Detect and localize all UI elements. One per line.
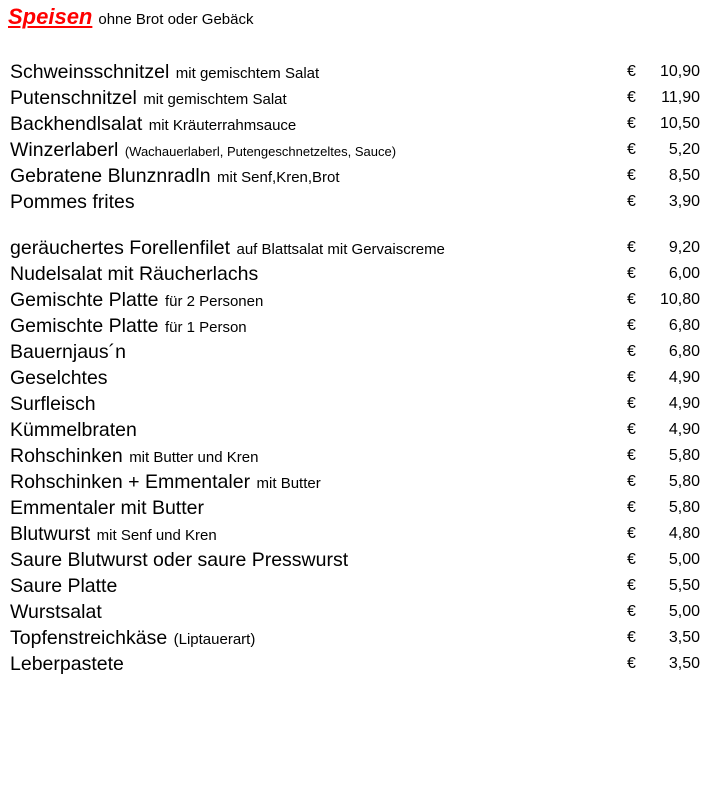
menu-item: [10, 287, 700, 313]
currency-symbol: €: [627, 629, 636, 646]
menu-item-price: 10,90: [659, 63, 700, 80]
menu-item-name: Leberpastete: [10, 653, 124, 675]
menu-item-price: 10,80: [659, 291, 700, 308]
menu-item-name: Rohschinken: [10, 445, 123, 467]
menu-item-name: Schweinsschnitzel: [10, 61, 170, 83]
menu-item: [10, 85, 700, 111]
menu-item-price: 3,50: [668, 655, 700, 672]
menu-item-name: Blutwurst: [10, 523, 91, 545]
currency-symbol: €: [627, 551, 636, 568]
menu-item-price: 5,00: [668, 603, 700, 620]
currency-symbol: €: [627, 577, 636, 594]
menu-item-price: 6,80: [668, 317, 700, 334]
menu-item-name: Surfleisch: [10, 393, 96, 415]
currency-symbol: €: [627, 291, 636, 308]
menu-item-name: Kümmelbraten: [10, 419, 137, 441]
menu-item-name: Bauernjaus´n: [10, 341, 126, 363]
menu-item-name: Topfenstreichkäse: [10, 627, 168, 649]
menu-item-description: (Wachauerlaberl, Putengeschnetzeltes, Sauce): [124, 144, 397, 159]
menu-item-description: für 2 Personen: [164, 293, 264, 310]
menu-item-price: 4,90: [668, 395, 700, 412]
menu-item-name: Saure Platte: [10, 575, 118, 597]
currency-symbol: €: [627, 141, 636, 158]
currency-symbol: €: [627, 167, 636, 184]
menu-title: Speisen: [8, 4, 93, 29]
menu-item: [10, 339, 700, 365]
menu-item-description: mit Senf und Kren: [96, 527, 217, 544]
menu-item-price: 10,50: [659, 115, 700, 132]
menu-item-price: 5,80: [668, 447, 700, 464]
currency-symbol: €: [627, 499, 636, 516]
menu-item-description: auf Blattsalat mit Gervaiscreme: [236, 241, 445, 258]
menu-item: [10, 111, 700, 137]
menu-item: [10, 59, 700, 85]
menu-item: [10, 625, 700, 651]
menu-item-name: geräuchertes Forellenfilet: [10, 237, 231, 259]
menu-item-list: [10, 59, 700, 677]
menu-item: [10, 313, 700, 339]
currency-symbol: €: [627, 655, 636, 672]
menu-item-description: für 1 Person: [164, 319, 247, 336]
menu-item-name: Pommes frites: [10, 191, 135, 213]
menu-item-price: 6,00: [668, 265, 700, 282]
menu-item-description: mit gemischtem Salat: [175, 65, 320, 82]
menu-item-price: 3,90: [668, 193, 700, 210]
currency-symbol: €: [627, 603, 636, 620]
menu-header: [8, 4, 253, 30]
menu-item-name: Putenschnitzel: [10, 87, 137, 109]
menu-item: [10, 599, 700, 625]
menu-item: [10, 573, 700, 599]
currency-symbol: €: [627, 115, 636, 132]
menu-item: [10, 417, 700, 443]
menu-item-name: Rohschinken + Emmentaler: [10, 471, 251, 493]
currency-symbol: €: [627, 343, 636, 360]
menu-item-price: 4,90: [668, 369, 700, 386]
currency-symbol: €: [627, 239, 636, 256]
menu-item: [10, 521, 700, 547]
menu-item-price: 5,80: [668, 473, 700, 490]
menu-item-description: mit Senf,Kren,Brot: [217, 169, 340, 186]
menu-item-price: 5,20: [668, 141, 700, 158]
currency-symbol: €: [627, 369, 636, 386]
menu-item: [10, 163, 700, 189]
currency-symbol: €: [627, 193, 636, 210]
currency-symbol: €: [627, 63, 636, 80]
menu-item-name: Backhendlsalat: [10, 113, 143, 135]
menu-item-price: 4,90: [668, 421, 700, 438]
menu-item: [10, 137, 700, 163]
menu-subtitle: ohne Brot oder Gebäck: [98, 11, 254, 28]
menu-item: [10, 189, 700, 215]
menu-item-description: mit Butter: [256, 475, 321, 492]
currency-symbol: €: [627, 395, 636, 412]
currency-symbol: €: [627, 265, 636, 282]
menu-item-name: Winzerlaberl: [10, 139, 119, 161]
menu-item-price: 8,50: [668, 167, 700, 184]
menu-item: [10, 365, 700, 391]
menu-item-name: Geselchtes: [10, 367, 108, 389]
currency-symbol: €: [627, 447, 636, 464]
menu-item-name: Emmentaler mit Butter: [10, 497, 204, 519]
currency-symbol: €: [627, 89, 636, 106]
menu-item: [10, 547, 700, 573]
menu-item-name: Gemischte Platte: [10, 289, 159, 311]
menu-item-name: Nudelsalat mit Räucherlachs: [10, 263, 259, 285]
currency-symbol: €: [627, 473, 636, 490]
menu-item-price: 5,80: [668, 499, 700, 516]
menu-item-price: 6,80: [668, 343, 700, 360]
menu-item-price: 9,20: [668, 239, 700, 256]
menu-item-price: 11,90: [661, 89, 700, 106]
menu-item-name: Saure Blutwurst oder saure Presswurst: [10, 549, 349, 571]
menu-item-description: (Liptauerart): [173, 631, 256, 648]
menu-item-description: mit Kräuterrahmsauce: [148, 117, 297, 134]
menu-item-name: Gebratene Blunznradln: [10, 165, 211, 187]
menu-item: [10, 391, 700, 417]
menu-item-description: mit Butter und Kren: [129, 449, 259, 466]
menu-item-name: Gemischte Platte: [10, 315, 159, 337]
menu-item-price: 5,00: [668, 551, 700, 568]
menu-item: [10, 651, 700, 677]
menu-item-description: mit gemischtem Salat: [143, 91, 287, 108]
menu-item: [10, 469, 700, 495]
menu-item-name: Wurstsalat: [10, 601, 102, 623]
menu-item: [10, 495, 700, 521]
menu-item: [10, 443, 700, 469]
menu-item: [10, 235, 700, 261]
menu-item-price: 3,50: [668, 629, 700, 646]
currency-symbol: €: [627, 421, 636, 438]
currency-symbol: €: [627, 317, 636, 334]
currency-symbol: €: [627, 525, 636, 542]
menu-item-price: 4,80: [668, 525, 700, 542]
menu-item: [10, 261, 700, 287]
menu-item-price: 5,50: [668, 577, 700, 594]
